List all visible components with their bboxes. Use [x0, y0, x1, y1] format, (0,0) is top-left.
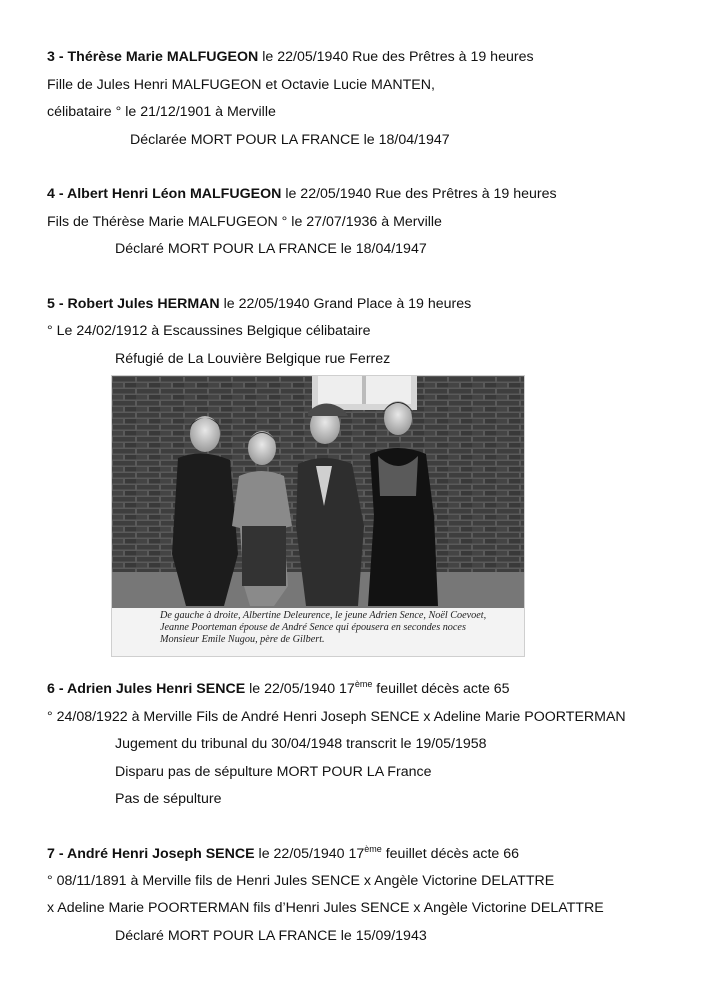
entry-7-heading-rest-a: le 22/05/1940 17	[254, 846, 365, 862]
entry-4-line-1: Fils de Thérèse Marie MALFUGEON ° le 27/07/1936 à Merville	[47, 214, 442, 230]
entry-6-superscript: ème	[354, 679, 373, 689]
photo-caption-line-2: Jeanne Poorteman épouse de André Sence qui épousera en secondes noces	[160, 622, 466, 633]
entry-3-name: 3 - Thérèse Marie MALFUGEON	[47, 49, 259, 65]
photograph-image	[112, 376, 524, 608]
entry-3-heading	[47, 48, 534, 66]
photo-caption-line-3: Monsieur Emile Nugou, père de Gilbert.	[160, 634, 325, 645]
entry-7-line-3: Déclaré MORT POUR LA FRANCE le 15/09/1943	[115, 928, 427, 944]
entry-7-superscript: ème	[364, 844, 382, 854]
entry-3-line-3: Déclarée MORT POUR LA FRANCE le 18/04/1947	[130, 132, 450, 148]
entry-6-name: 6 - Adrien Jules Henri SENCE	[47, 681, 246, 697]
entry-6-line-2: Jugement du tribunal du 30/04/1948 transcrit le 19/05/1958	[115, 736, 487, 752]
entry-4-name: 4 - Albert Henri Léon MALFUGEON	[47, 186, 282, 202]
entry-6-line-1: ° 24/08/1922 à Merville Fils de André Henri Joseph SENCE x Adeline Marie POORTERMAN	[47, 709, 626, 725]
entry-5-name: 5 - Robert Jules HERMAN	[47, 296, 220, 312]
entry-6-heading-rest-a: le 22/05/1940 17	[245, 681, 355, 697]
family-photograph	[111, 375, 525, 657]
entry-5-heading-rest: le 22/05/1940 Grand Place à 19 heures	[219, 296, 472, 312]
entry-3-line-2: célibataire ° le 21/12/1901 à Merville	[47, 104, 276, 120]
photo-caption	[160, 610, 520, 646]
entry-4-heading-rest: le 22/05/1940 Rue des Prêtres à 19 heures	[281, 186, 557, 202]
entry-4-heading	[47, 185, 557, 203]
entry-6-line-3: Disparu pas de sépulture MORT POUR LA France	[115, 764, 432, 780]
entry-6-line-4: Pas de sépulture	[115, 791, 222, 807]
entry-3-line-1: Fille de Jules Henri MALFUGEON et Octavie Lucie MANTEN,	[47, 77, 435, 93]
photo-caption-line-1: De gauche à droite, Albertine Deleurence, le jeune Adrien Sence, Noël Coevoet,	[160, 610, 487, 621]
entry-5-heading	[47, 295, 471, 313]
entry-3-heading-rest: le 22/05/1940 Rue des Prêtres à 19 heures	[258, 49, 534, 65]
entry-7-line-2: x Adeline Marie POORTERMAN fils d’Henri Jules SENCE x Angèle Victorine DELATTRE	[47, 900, 604, 916]
entry-7-line-1: ° 08/11/1891 à Merville fils de Henri Jules SENCE x Angèle Victorine DELATTRE	[47, 873, 555, 889]
entry-7-heading-rest-b: feuillet décès acte 66	[381, 846, 520, 862]
entry-7-name: 7 - André Henri Joseph SENCE	[47, 846, 255, 862]
entry-6-heading-rest-b: feuillet décès acte 65	[372, 681, 510, 697]
entry-4-line-2: Déclaré MORT POUR LA FRANCE le 18/04/1947	[115, 241, 427, 257]
entry-7-heading	[47, 845, 519, 863]
entry-5-line-1: ° Le 24/02/1912 à Escaussines Belgique célibataire	[47, 323, 371, 339]
entry-6-heading	[47, 680, 510, 698]
entry-5-line-2: Réfugié de La Louvière Belgique rue Ferrez	[115, 351, 391, 367]
